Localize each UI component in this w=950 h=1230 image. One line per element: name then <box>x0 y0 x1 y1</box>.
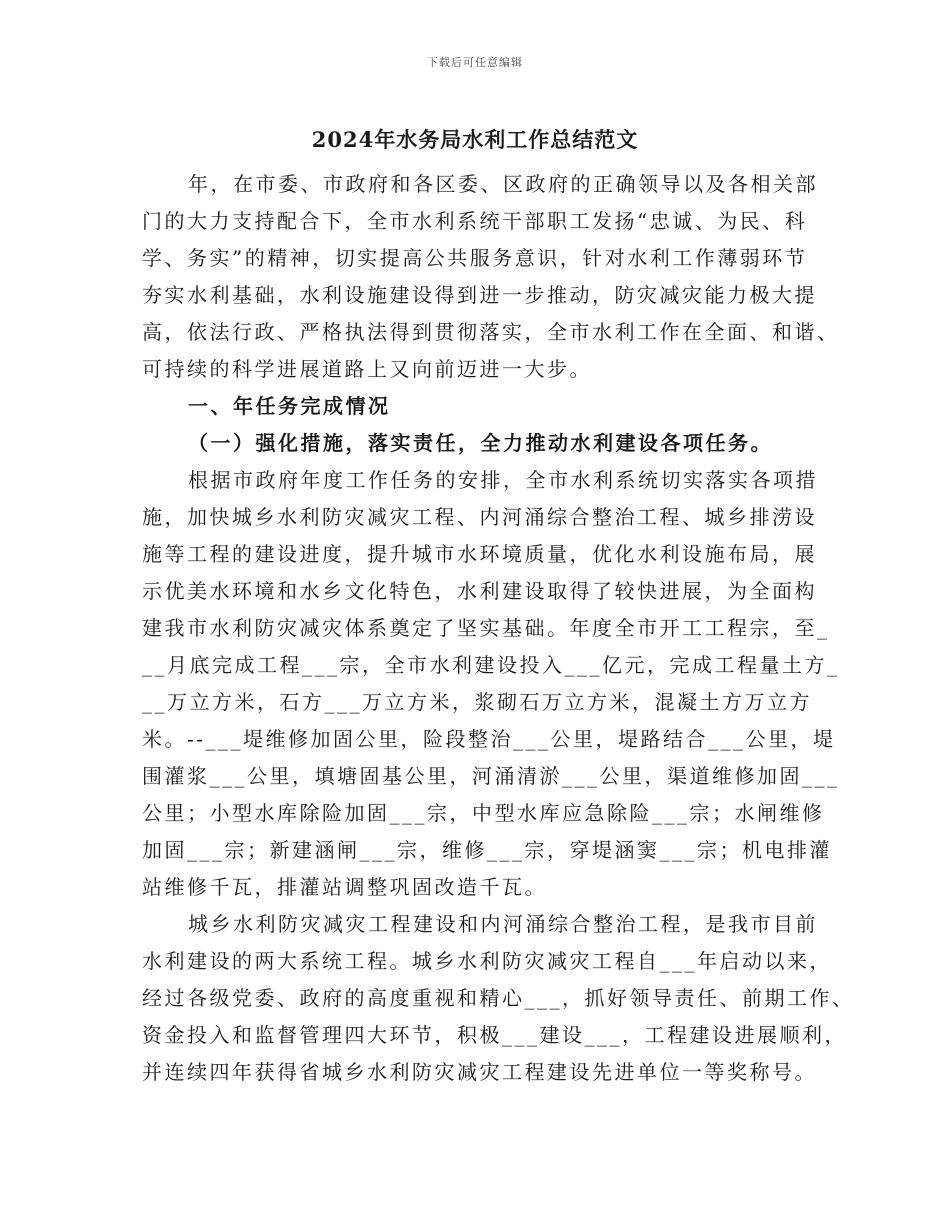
subsection-heading-text: （一）强化措施，落实责任，全力推动水利建设各项任务。 <box>188 431 773 455</box>
text-line: 站维修千瓦，排灌站调整巩固改造千瓦。 <box>142 875 547 899</box>
text-line: 资金投入和监督管理四大环节，积极___建设___，工程建设进展顺利， <box>142 1023 847 1047</box>
header-note: 下载后可任意编辑 <box>427 56 523 69</box>
text-line: 根据市政府年度工作任务的安排，全市水利系统切实落实各项措 <box>188 468 818 492</box>
document-title: 2024年水务局水利工作总结范文 <box>311 127 639 152</box>
text-line: 水利建设的两大系统工程。城乡水利防灾减灾工程自___年启动以来， <box>142 949 832 973</box>
text-line: __万立方米，石方___万立方米，浆砌石万立方米，混凝土方万立方 <box>142 690 812 714</box>
text-line: 夯实水利基础，水利设施建设得到进一步推动，防灾减灾能力极大提 <box>142 283 817 307</box>
body-paragraph-2 <box>142 906 855 1091</box>
text-line: 米。--___堤维修加固公里，险段整治___公里，堤路结合___公里，堤 <box>142 727 836 751</box>
text-line: 学、务实”的精神，切实提高公共服务意识，针对水利工作薄弱环节 <box>142 246 808 270</box>
text-line: 高，依法行政、严格执法得到贯彻落实，全市水利工作在全面、和谐、 <box>142 320 840 344</box>
text-line: __月底完成工程___宗，全市水利建设投入___亿元，完成工程量土方_ <box>142 653 840 677</box>
text-line: 经过各级党委、政府的高度重视和精心___，抓好领导责任、前期工作、 <box>142 986 855 1010</box>
document-body <box>142 166 855 1091</box>
section-heading <box>142 388 832 425</box>
text-line: 公里；小型水库除险加固___宗，中型水库应急除险___宗；水闸维修 <box>142 801 825 825</box>
body-paragraph-1 <box>142 462 840 906</box>
text-line: 城乡水利防灾减灾工程建设和内河涌综合整治工程，是我市目前 <box>188 912 818 936</box>
text-line: 并连续四年获得省城乡水利防灾减灾工程建设先进单位一等奖称号。 <box>142 1060 817 1084</box>
text-line: 施等工程的建设进度，提升城市水环境质量，优化水利设施布局，展 <box>142 542 817 566</box>
text-line: 加固___宗；新建涵闸___宗，维修___宗，穿堤涵窦___宗；机电排灌 <box>142 838 832 862</box>
text-line: 门的大力支持配合下，全市水利系统干部职工发扬“忠诚、为民、科 <box>142 209 808 233</box>
section-heading-text: 一、年任务完成情况 <box>188 394 391 418</box>
text-line: 施，加快城乡水利防灾减灾工程、内河涌综合整治工程、城乡排涝设 <box>142 505 817 529</box>
text-line: 可持续的科学进展道路上又向前迈进一大步。 <box>142 357 592 381</box>
text-line: 示优美水环境和水乡文化特色，水利建设取得了较快进展，为全面构 <box>142 579 817 603</box>
text-line: 建我市水利防灾减灾体系奠定了坚实基础。年度全市开工工程宗，至_ <box>142 616 830 640</box>
subsection-heading <box>142 425 832 462</box>
text-line: 围灌浆___公里，填塘固基公里，河涌清淤___公里，渠道维修加固___ <box>142 764 840 788</box>
text-line: 年，在市委、市政府和各区委、区政府的正确领导以及各相关部 <box>188 172 818 196</box>
intro-paragraph <box>142 166 840 388</box>
